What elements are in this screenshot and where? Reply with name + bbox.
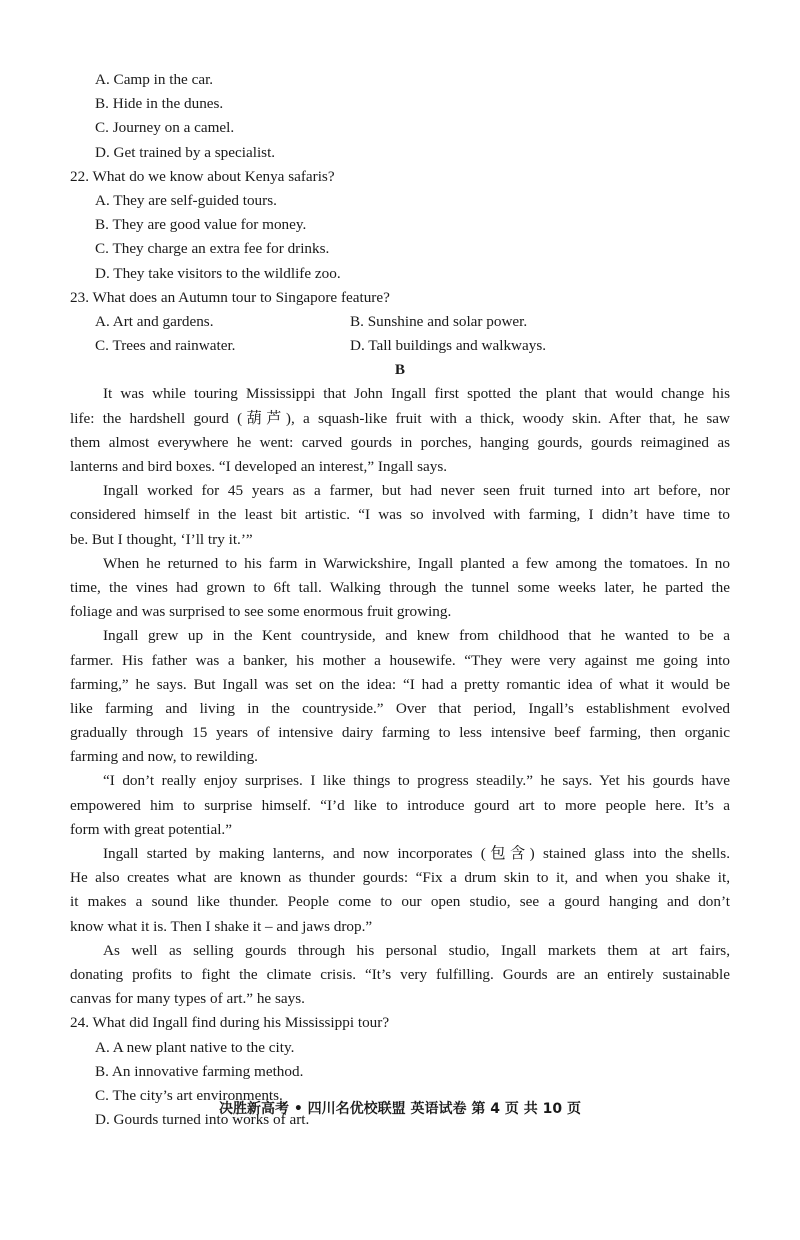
question-24: 24. What did Ingall find during his Mississippi tour? (70, 1014, 390, 1032)
option: B. Sunshine and solar power. (350, 312, 528, 330)
option: A. They are self-guided tours. (95, 191, 277, 209)
option-row (70, 310, 730, 334)
option-row (70, 334, 730, 358)
paragraph-line: be. But I thought, ‘I’ll try it.’” (70, 530, 253, 548)
paragraph (70, 939, 730, 1012)
option: D. Get trained by a specialist. (95, 143, 276, 161)
question-22: 22. What do we know about Kenya safaris? (70, 167, 335, 185)
question-23: 23. What does an Autumn tour to Singapore feature? (70, 288, 390, 306)
paragraph (70, 382, 730, 479)
paragraph-line: lanterns and bird boxes. “I developed an interest,” Ingall says. (70, 458, 448, 475)
paragraph-line: As well as selling gourds through his personal studio, Ingall markets them at art fairs, (103, 941, 730, 959)
paragraph-line: canvas for many types of art.” he says. (70, 990, 305, 1008)
option: C. Journey on a camel. (95, 119, 235, 137)
paragraph-line: farming,” he says. But Ingall was set on the idea: “I had a pretty romantic idea of what it would be (70, 675, 730, 693)
option: C. Trees and rainwater. (95, 337, 236, 355)
paragraph-line: considered himself in the least bit artistic. “I was so involved with farming, I didn’t have time to (70, 506, 730, 524)
option: B. An innovative farming method. (95, 1062, 304, 1080)
option: A. Camp in the car. (95, 71, 214, 88)
paragraph (70, 624, 730, 769)
option: C. They charge an extra fee for drinks. (95, 240, 330, 258)
paragraph-line: donating profits to fight the climate crisis. “It’s very fulfilling. Gourds are an entirely sustainable (70, 965, 730, 983)
paragraph-line: “I don’t really enjoy surprises. I like things to progress steadily.” he says. Yet his gourds have (103, 772, 730, 790)
paragraph (70, 479, 730, 552)
paragraph-line: When he returned to his farm in Warwickshire, Ingall planted a few among the tomatoes. In no (103, 554, 730, 572)
paragraph-line: Ingall grew up in the Kent countryside, and knew from childhood that he wanted to be a (103, 627, 730, 645)
paragraph-line: know what it is. Then I shake it – and jaws drop.” (70, 917, 373, 935)
paragraph-line: Ingall worked for 45 years as a farmer, but had never seen fruit turned into art before, nor (103, 482, 730, 500)
page-footer: 决胜新高考 • 四川名优校联盟 英语试卷 第 4 页 共 10 页 (218, 1101, 582, 1117)
paragraph-line: foliage and was surprised to see some enormous fruit growing. (70, 603, 452, 621)
paragraph-line: gradually through 15 years of intensive dairy farming to less intensive beef farming, then organic (70, 724, 730, 742)
paragraph-line: He also creates what are known as thunder gourds: “Fix a drum skin to it, and when you shake it, (70, 869, 730, 887)
paragraph-line: like farming and living in the countryside.” Over that period, Ingall’s establishment evolved (70, 699, 730, 717)
option: B. They are good value for money. (95, 216, 307, 234)
option: D. Tall buildings and walkways. (350, 337, 547, 355)
paragraph-line: time, the vines had grown to 6ft tall. Walking through the tunnel some weeks later, he parted the (70, 578, 730, 596)
paragraph-line: it makes a sound like thunder. People come to our open studio, see a gourd hanging and don’t (70, 893, 730, 911)
paragraph-line: Ingall started by making lanterns, and now incorporates (包含) stained glass into the shells. (103, 845, 730, 862)
option: B. Hide in the dunes. (95, 95, 224, 113)
paragraph (70, 769, 730, 842)
option: C. The city’s art environments. (95, 1086, 283, 1104)
paragraph (70, 552, 730, 625)
paragraph-line: farming and now, to rewilding. (70, 748, 258, 766)
paragraph-line: them almost everywhere he went: carved gourds in porches, hanging gourds, gourds reimagined as (70, 433, 730, 451)
section-heading: B (394, 361, 406, 379)
option: D. Gourds turned into works of art. (95, 1111, 310, 1129)
paragraph-line: farmer. His father was a banker, his mother a housewife. “They were very against me going into (70, 651, 730, 669)
option: A. A new plant native to the city. (95, 1038, 295, 1056)
option: D. They take visitors to the wildlife zoo. (95, 264, 341, 282)
paragraph-line: It was while touring Mississippi that John Ingall first spotted the plant that would change his (103, 385, 730, 403)
paragraph (70, 842, 730, 939)
reading-passage (70, 382, 730, 1011)
option: A. Art and gardens. (95, 312, 214, 330)
paragraph-line: form with great potential.” (70, 820, 232, 838)
paragraph-line: empowered him to surprise himself. “I’d like to introduce gourd art to more people here. It’s a (70, 796, 730, 814)
paragraph-line: life: the hardshell gourd (葫芦), a squash-like fruit with a thick, woody skin. After that, he saw (70, 409, 730, 427)
exam-page (70, 68, 730, 1132)
